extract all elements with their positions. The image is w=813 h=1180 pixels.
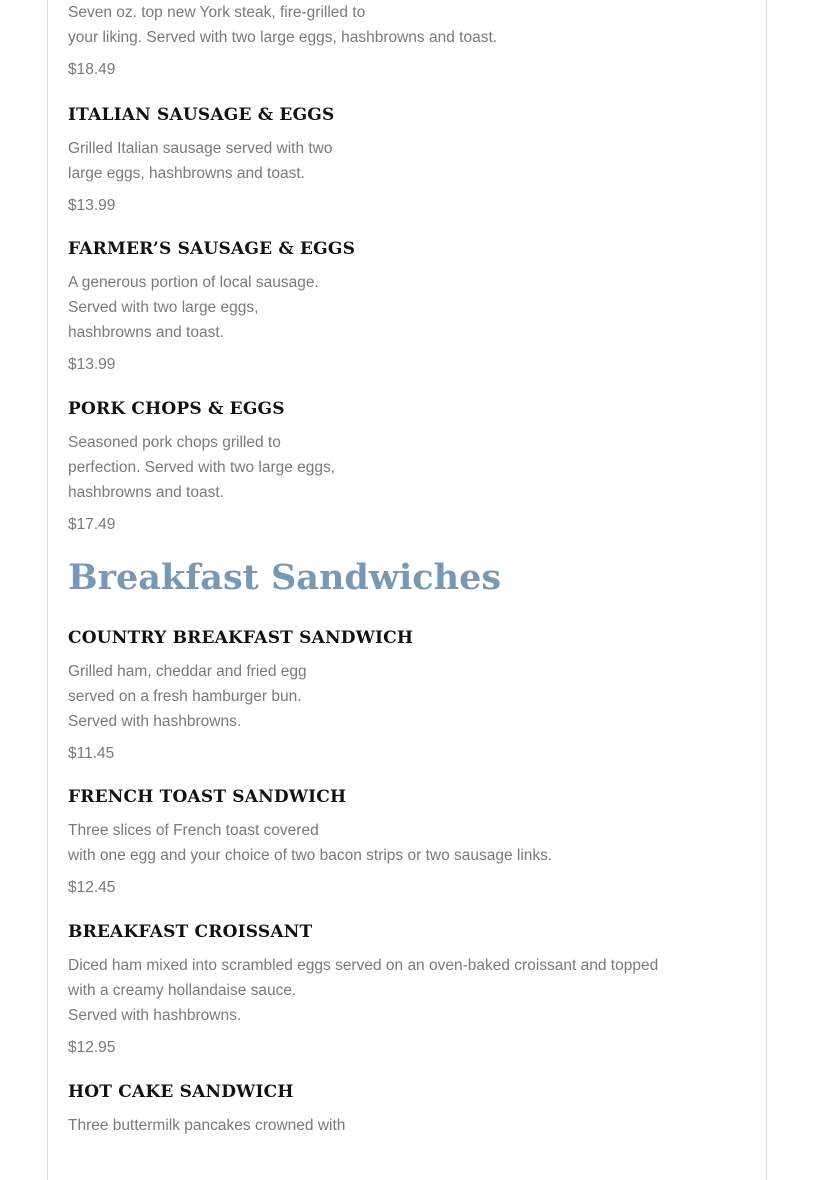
- item-price: $12.95: [68, 1039, 116, 1056]
- menu-item-steak-and-eggs: [68, 0, 708, 80]
- item-title: ITALIAN SAUSAGE & EGGS: [68, 105, 335, 125]
- item-price: $12.45: [68, 879, 116, 896]
- item-title: HOT CAKE SANDWICH: [68, 1082, 294, 1102]
- menu-item-country-breakfast-sandwich: [68, 627, 708, 764]
- menu-item-breakfast-croissant: [68, 921, 708, 1058]
- menu-item-farmers-sausage: [68, 238, 708, 375]
- item-description: Grilled Italian sausage served with two large eggs, hashbrowns and toast.: [68, 140, 333, 182]
- item-description: Seven oz. top new York steak, fire-grilled to your liking. Served with two large eggs, hashbrowns and toast.: [68, 4, 498, 46]
- item-description: Grilled ham, cheddar and fried egg served on a fresh hamburger bun. Served with hashbrowns.: [68, 663, 307, 730]
- item-title: BREAKFAST CROISSANT: [68, 922, 313, 942]
- item-price: $11.45: [68, 745, 115, 762]
- section-title: Breakfast Sandwiches: [68, 557, 502, 598]
- item-description: A generous portion of local sausage. Served with two large eggs, hashbrowns and toast.: [68, 274, 319, 341]
- menu-item-pork-chops: [68, 398, 708, 535]
- menu-item-italian-sausage: [68, 104, 708, 216]
- item-title: COUNTRY BREAKFAST SANDWICH: [68, 628, 414, 648]
- item-price: $13.99: [68, 197, 116, 214]
- item-description: Seasoned pork chops grilled to perfection. Served with two large eggs, hashbrowns and toast.: [68, 434, 336, 501]
- item-price: $13.99: [68, 356, 116, 373]
- item-title: PORK CHOPS & EGGS: [68, 399, 285, 419]
- item-description: Three slices of French toast covered with one egg and your choice of two bacon strips or two sausage links.: [68, 822, 553, 864]
- item-title: FARMER’S SAUSAGE & EGGS: [68, 239, 356, 259]
- item-description: Diced ham mixed into scrambled eggs served on an oven-baked croissant and topped with a creamy hollandaise sauce. Served with hashbrowns.: [68, 957, 659, 1024]
- item-price: $18.49: [68, 61, 116, 78]
- item-description: Three buttermilk pancakes crowned with: [68, 1117, 346, 1134]
- menu-item-hot-cake-sandwich: [68, 1081, 708, 1138]
- item-title: FRENCH TOAST SANDWICH: [68, 787, 347, 807]
- menu-item-french-toast-sandwich: [68, 786, 708, 898]
- item-price: $17.49: [68, 516, 116, 533]
